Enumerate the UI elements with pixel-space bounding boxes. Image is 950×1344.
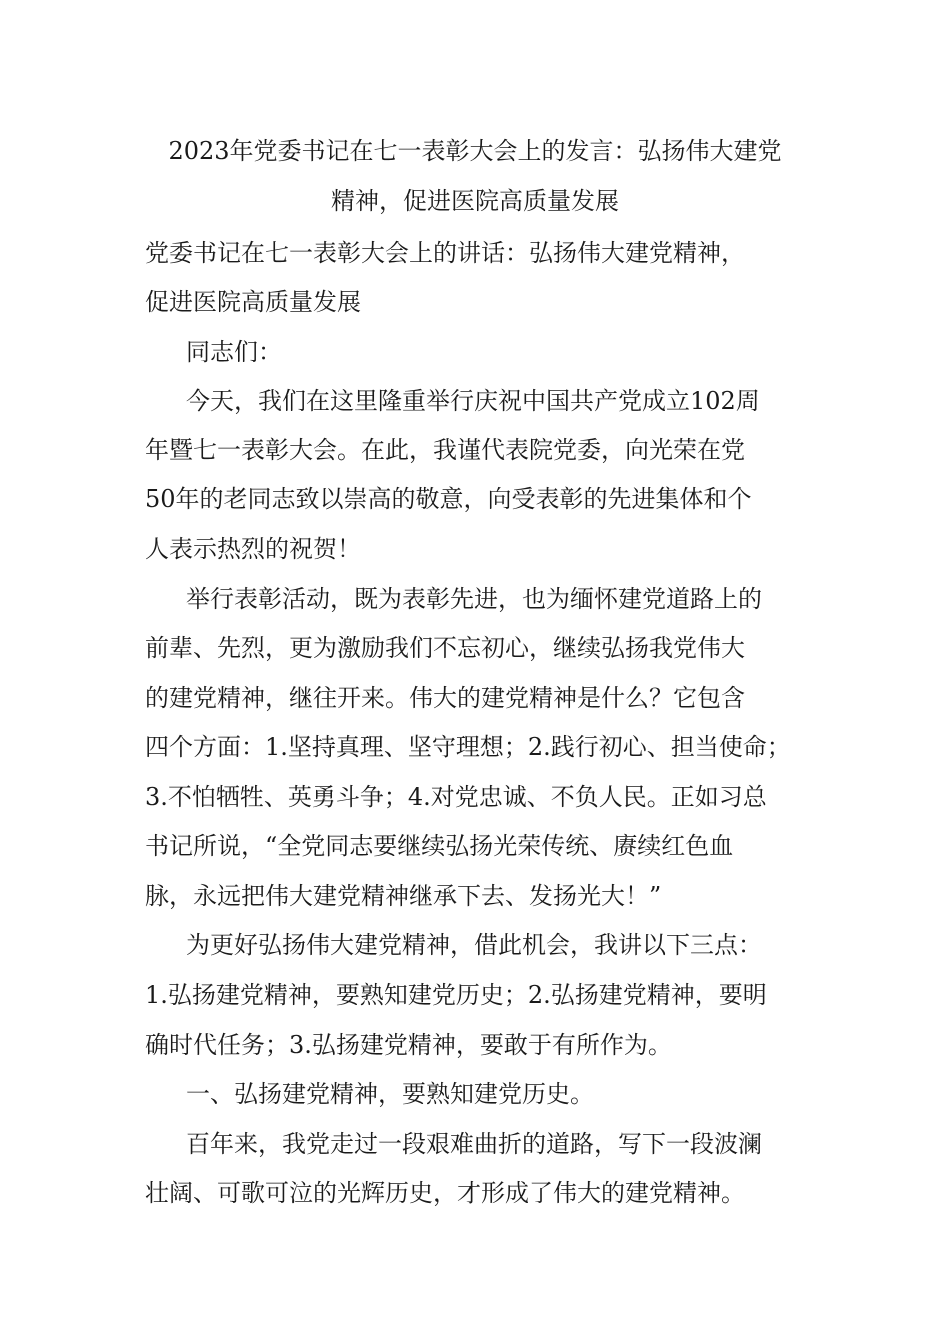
- paragraph-4-line-1: 百年来，我党走过一段艰难曲折的道路，写下一段波澜: [186, 1130, 762, 1158]
- paragraph-2-line-6: 书记所说，“全党同志要继续弘扬光荣传统、赓续红色血: [145, 832, 734, 860]
- paragraph-2-line-2: 前辈、先烈，更为激励我们不忘初心，继续弘扬我党伟大: [145, 634, 745, 662]
- paragraph-2-line-5: 3.不怕牺牲、英勇斗争；4.对党忠诚、不负人民。正如习总: [145, 783, 767, 811]
- paragraph-2-line-3: 的建党精神，继往开来。伟大的建党精神是什么？它包含: [145, 684, 745, 712]
- document-subtitle-line-2: 促进医院高质量发展: [145, 288, 361, 316]
- document-title-line-2: 精神，促进医院高质量发展: [331, 187, 619, 215]
- paragraph-3-line-2: 1.弘扬建党精神，要熟知建党历史；2.弘扬建党精神，要明: [145, 981, 767, 1009]
- document-title-line-1: 2023年党委书记在七一表彰大会上的发言：弘扬伟大建党: [168, 137, 782, 165]
- paragraph-2-line-1: 举行表彰活动，既为表彰先进，也为缅怀建党道路上的: [186, 585, 762, 613]
- salutation: 同志们：: [186, 338, 282, 366]
- paragraph-2-line-4: 四个方面：1.坚持真理、坚守理想；2.践行初心、担当使命；: [145, 733, 791, 761]
- paragraph-1-line-1: 今天，我们在这里隆重举行庆祝中国共产党成立102周: [186, 387, 760, 415]
- paragraph-1-line-2: 年暨七一表彰大会。在此，我谨代表院党委，向光荣在党: [145, 436, 745, 464]
- paragraph-2-line-7: 脉，永远把伟大建党精神继承下去、发扬光大！”: [145, 882, 662, 910]
- paragraph-3-line-3: 确时代任务；3.弘扬建党精神，要敢于有所作为。: [145, 1031, 672, 1059]
- section-1-heading: 一、弘扬建党精神，要熟知建党历史。: [186, 1080, 594, 1108]
- paragraph-1-line-3: 50年的老同志致以崇高的敬意，向受表彰的先进集体和个: [145, 485, 752, 513]
- paragraph-3-line-1: 为更好弘扬伟大建党精神，借此机会，我讲以下三点：: [186, 931, 762, 959]
- paragraph-1-line-4: 人表示热烈的祝贺！: [145, 535, 361, 563]
- document-subtitle-line-1: 党委书记在七一表彰大会上的讲话：弘扬伟大建党精神，: [145, 239, 745, 267]
- paragraph-4-line-2: 壮阔、可歌可泣的光辉历史，才形成了伟大的建党精神。: [145, 1179, 745, 1207]
